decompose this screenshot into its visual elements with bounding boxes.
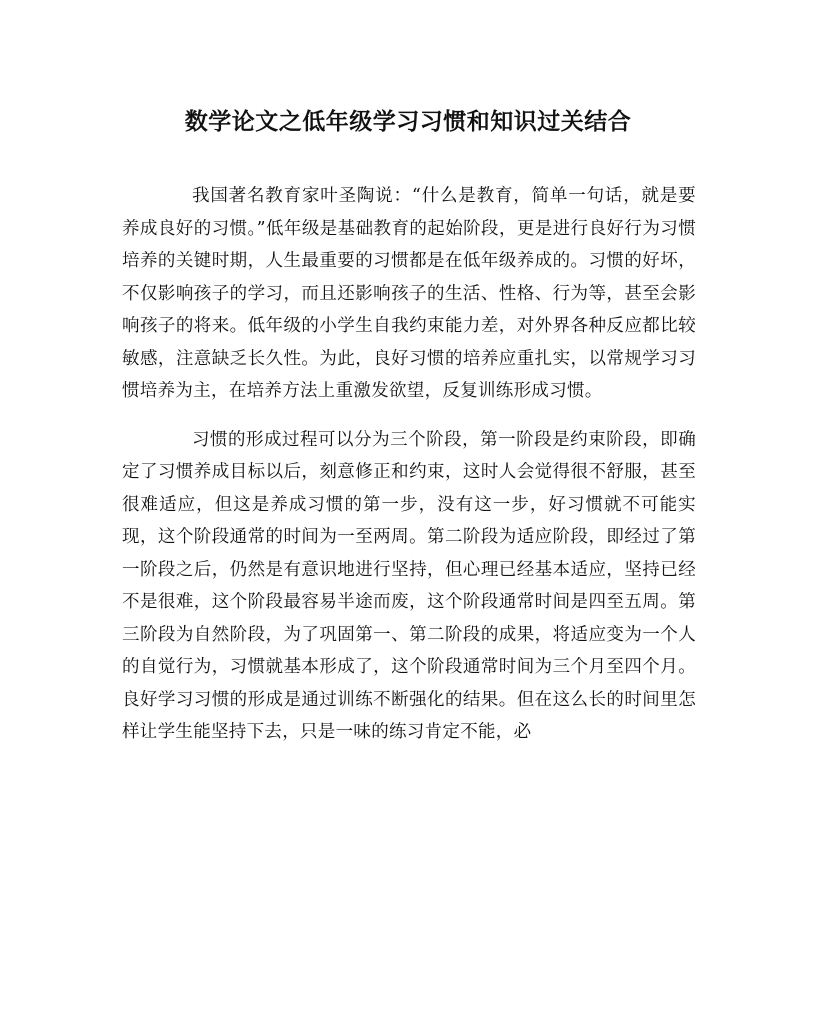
paragraph-1: 我国著名教育家叶圣陶说：“什么是教育，简单一句话，就是要养成良好的习惯。”低年级是基础教育的起始阶段，更是进行良好行为习惯培养的关键时期，人生最重要的习惯都是在低年级养成的。习惯的好坏，不仅影响孩子的学习，而且还影响孩子的生活、性格、行为等，甚至会影响孩子的将来。低年级的小学生自我约束能力差，对外界各种反应都比较敏感，注意缺乏长久性。为此，良好习惯的培养应重扎实，以常规学习习惯培养为主，在培养方法上重激发欲望，反复训练形成习惯。	[122, 186, 696, 401]
paragraph-2: 习惯的形成过程可以分为三个阶段，第一阶段是约束阶段，即确定了习惯养成目标以后，刻意修正和约束，这时人会觉得很不舒服，甚至很难适应，但这是养成习惯的第一步，没有这一步，好习惯就不可能实现，这个阶段通常的时间为一至两周。第二阶段为适应阶段，即经过了第一阶段之后，仍然是有意识地进行坚持，但心理已经基本适应，坚持已经不是很难，这个阶段最容易半途而废，这个阶段通常时间是四至五周。第三阶段为自然阶段，为了巩固第一、第二阶段的成果，将适应变为一个人的自觉行为，习惯就基本形成了，这个阶段通常时间为三个月至四个月。良好学习习惯的形成是通过训练不断强化的结果。但在这么长的时间里怎样让学生能坚持下去，只是一味的练习肯定不能，必	[122, 429, 696, 742]
document-title: 数学论文之低年级学习习惯和知识过关结合	[184, 108, 632, 135]
document-body	[122, 180, 696, 749]
